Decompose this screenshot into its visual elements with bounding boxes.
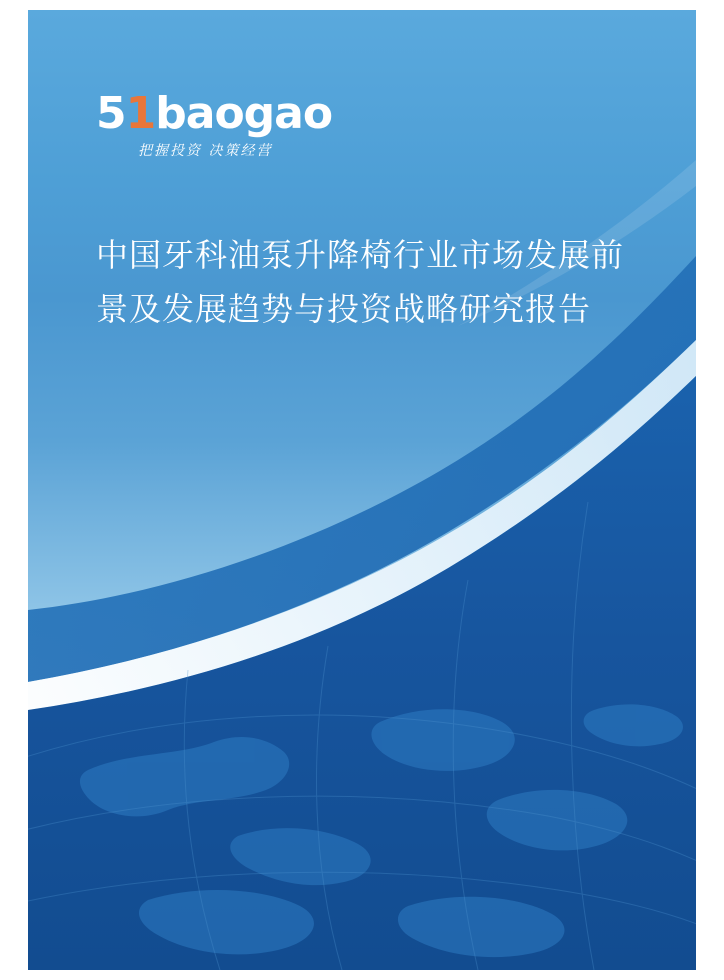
logo-wordmark: [96, 88, 332, 140]
logo-digit-1: 1: [125, 88, 156, 139]
cover-background: [28, 10, 696, 970]
logo-brand-name: baogao: [155, 88, 333, 139]
logo-slogan: 把握投资 决策经营: [138, 143, 273, 159]
company-logo: [96, 88, 333, 178]
report-title: 中国牙科油泵升降椅行业市场发展前景及发展趋势与投资战略研究报告: [96, 236, 625, 328]
logo-digit-5: 5: [96, 88, 126, 139]
